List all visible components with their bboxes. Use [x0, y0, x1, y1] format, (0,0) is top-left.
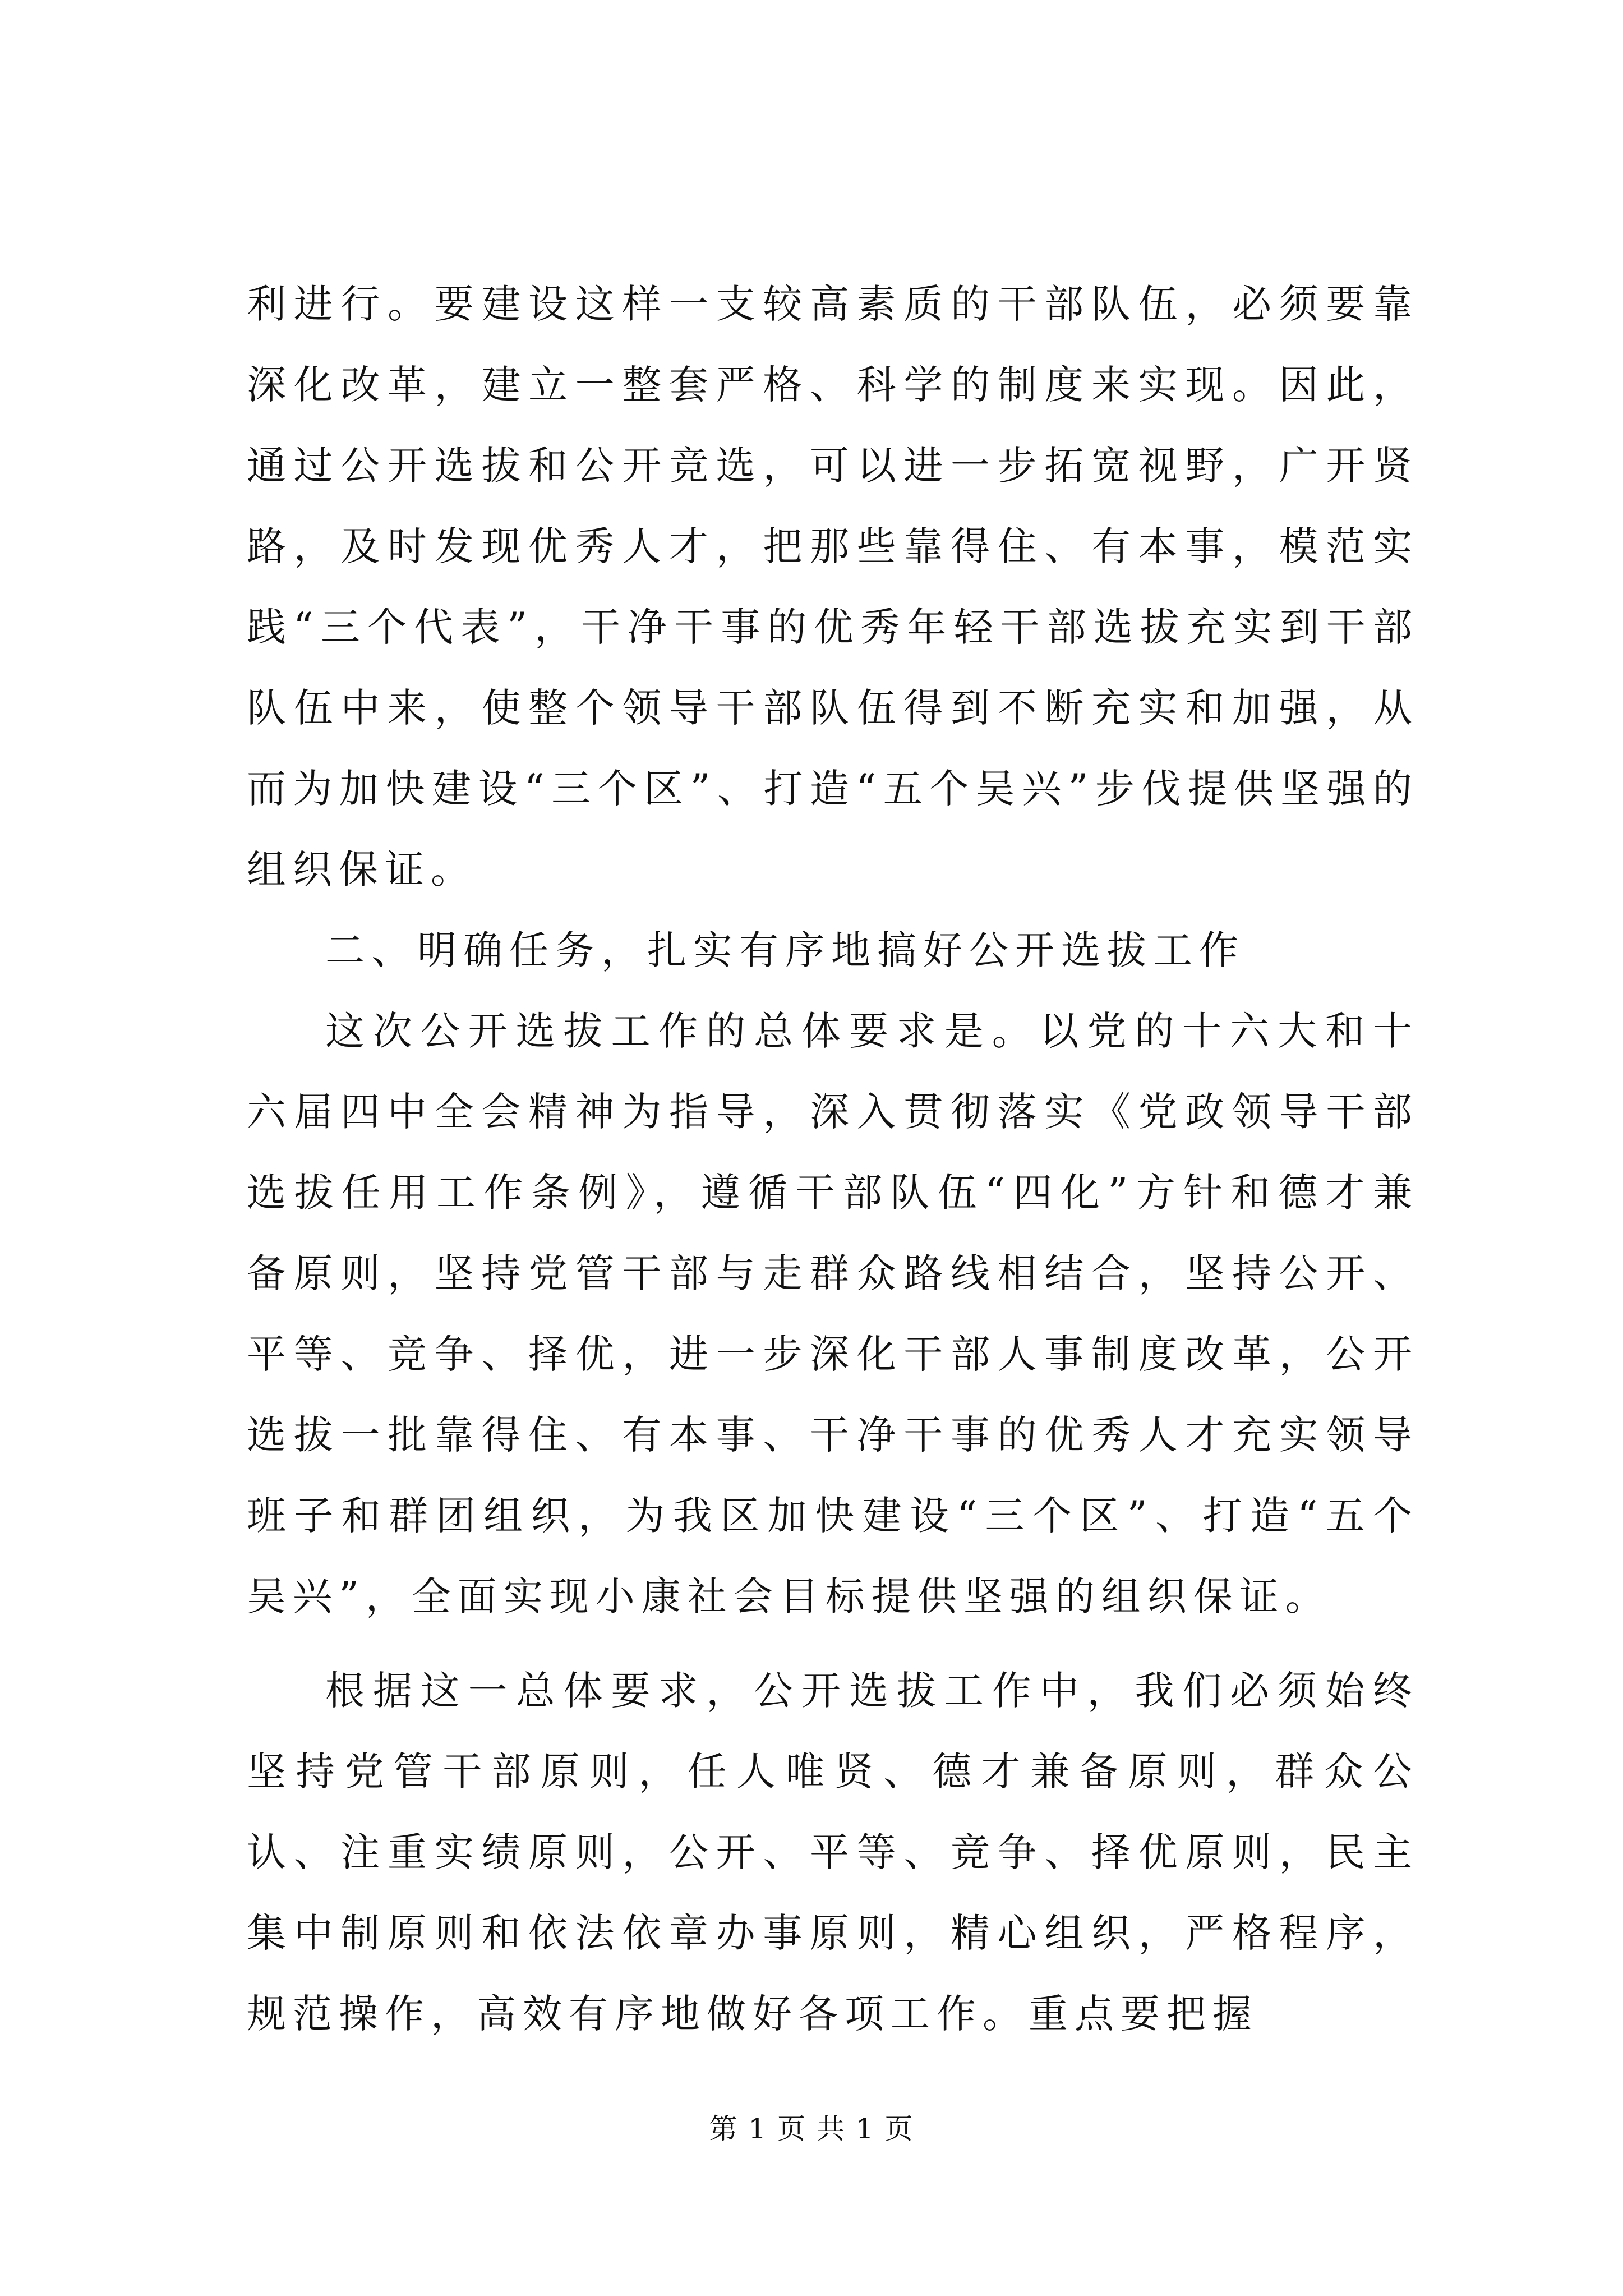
paragraph-overall-requirements: 这次公开选拔工作的总体要求是。以党的十六大和十六届四中全会精神为指导，深入贯彻落实《党政领导干部选拔任用工作条例》，遵循干部队伍“四化”方针和德才兼备原则，坚持党管干部与走群众路线相结合，坚持公开、平等、竞争、择优，进一步深化干部人事制度改革，公开选拔一批靠得住、有本事、干净干事的优秀人才充实领导班子和群团组织，为我区加快建设“三个区”、打造“五个吴兴”，全面实现小康社会目标提供坚强的组织保证。: [247, 1008, 1419, 1619]
section-heading: 二、明确任务，扎实有序地搞好公开选拔工作: [325, 927, 1245, 973]
document-body: [247, 264, 1419, 2054]
page-footer: 第 1 页 共 1 页: [709, 2113, 914, 2145]
paragraph-continuation: 利进行。要建设这样一支较高素质的干部队伍，必须要靠深化改革，建立一整套严格、科学的制度来实现。因此，通过公开选拔和公开竞选，可以进一步拓宽视野，广开贤路，及时发现优秀人才，把那些靠得住、有本事，模范实践“三个代表”，干净干事的优秀年轻干部选拔充实到干部队伍中来，使整个领导干部队伍得到不断充实和加强，从而为加快建设“三个区”、打造“五个吴兴”步伐提供坚强的组织保证。: [247, 281, 1419, 892]
paragraph-principles: 根据这一总体要求，公开选拔工作中，我们必须始终坚持党管干部原则，任人唯贤、德才兼备原则，群众公认、注重实绩原则，公开、平等、竞争、择优原则，民主集中制原则和依法依章办事原则，精心组织，严格程序，规范操作，高效有序地做好各项工作。重点要把握: [247, 1668, 1419, 2037]
